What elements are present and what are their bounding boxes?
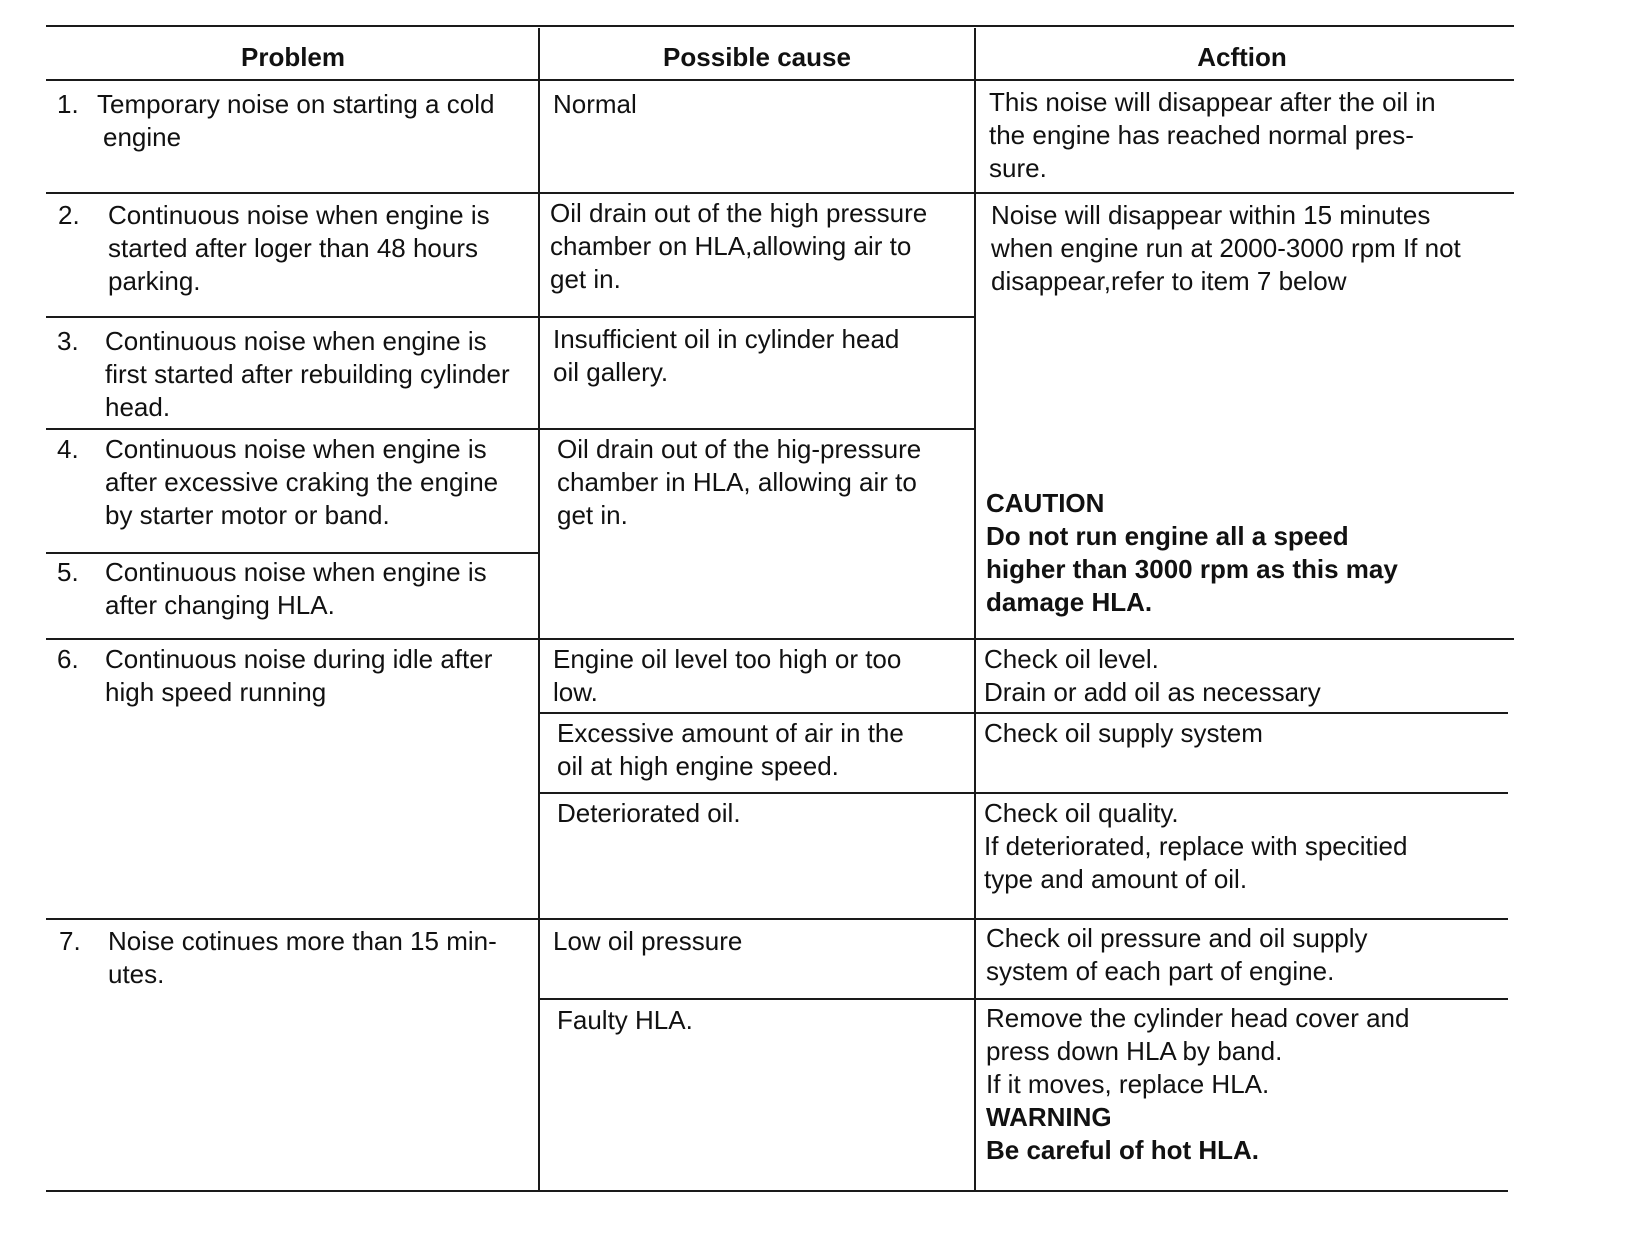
column-rule	[538, 28, 540, 1190]
table-top-rule	[46, 25, 1514, 27]
problem-text: Continuous noise when engine is first started after rebuilding cylinder head.	[105, 326, 510, 422]
action-text: Noise will disappear within 15 minutes when engine run at 2000-3000 rpm If not disappear,refer to item 7 below	[991, 200, 1461, 296]
problem-text: Continuous noise when engine is after changing HLA.	[105, 557, 487, 620]
action-text: This noise will disappear after the oil in the engine has reached normal pres- sure.	[989, 87, 1436, 183]
row-rule	[46, 552, 538, 554]
row-rule	[46, 316, 974, 318]
row-number: 7.	[59, 926, 81, 956]
row-number: 3.	[57, 326, 79, 356]
row-rule	[538, 792, 1508, 794]
row-rule	[538, 998, 1508, 1000]
cause-text: Insufficient oil in cylinder head oil gallery.	[553, 324, 900, 387]
row-rule	[46, 638, 1514, 640]
cause-text: Excessive amount of air in the oil at high engine speed.	[557, 718, 904, 781]
problem-text: Noise cotinues more than 15 min- utes.	[108, 926, 497, 989]
row-number: 6.	[57, 644, 79, 674]
warning-text: Be careful of hot HLA.	[986, 1135, 1260, 1165]
row-number: 2.	[58, 200, 80, 230]
action-text: Remove the cylinder head cover and press down HLA by band. If it moves, replace HLA. WARNING Be careful of hot HLA.	[986, 1003, 1410, 1165]
cause-text: Oil drain out of the hig-pressure chamber in HLA, allowing air to get in.	[557, 434, 922, 530]
table-bottom-rule	[46, 1190, 1508, 1192]
row-rule	[46, 428, 974, 430]
cause-text: Normal	[553, 89, 637, 119]
header-action: Acftion	[1197, 42, 1287, 72]
row-rule	[538, 712, 1508, 714]
cause-text: Engine oil level too high or too low.	[553, 644, 902, 707]
problem-text: Temporary noise on starting a cold engine	[97, 89, 495, 152]
header-problem: Problem	[240, 42, 346, 72]
column-rule	[974, 28, 976, 1190]
problem-text: Continuous noise during idle after high speed running	[105, 644, 493, 707]
caution-title: CAUTION	[986, 488, 1105, 518]
cause-text: Oil drain out of the high pressure chamber on HLA,allowing air to get in.	[550, 198, 928, 294]
cause-text: Low oil pressure	[553, 926, 743, 956]
row-number: 1.	[57, 89, 79, 119]
row-rule	[46, 192, 1514, 194]
caution-block: CAUTION Do not run engine all a speed higher than 3000 rpm as this may damage HLA.	[986, 488, 1398, 617]
action-text: Check oil quality. If deteriorated, replace with specitied type and amount of oil.	[984, 798, 1408, 894]
row-rule	[46, 918, 1508, 920]
header-possible-cause: Possible cause	[663, 42, 851, 72]
row-number: 4.	[57, 434, 79, 464]
cause-text: Deteriorated oil.	[557, 798, 741, 828]
row-number: 5.	[57, 557, 79, 587]
action-text: Check oil level. Drain or add oil as necessary	[984, 644, 1321, 707]
warning-title: WARNING	[986, 1102, 1112, 1132]
action-text: Check oil pressure and oil supply system of each part of engine.	[986, 923, 1368, 986]
header-rule	[46, 79, 1514, 81]
action-text: Check oil supply system	[984, 718, 1263, 748]
problem-text: Continuous noise when engine is after excessive craking the engine by starter motor or band.	[105, 434, 499, 530]
problem-text: Continuous noise when engine is started after loger than 48 hours parking.	[108, 200, 490, 296]
cause-text: Faulty HLA.	[557, 1005, 693, 1035]
